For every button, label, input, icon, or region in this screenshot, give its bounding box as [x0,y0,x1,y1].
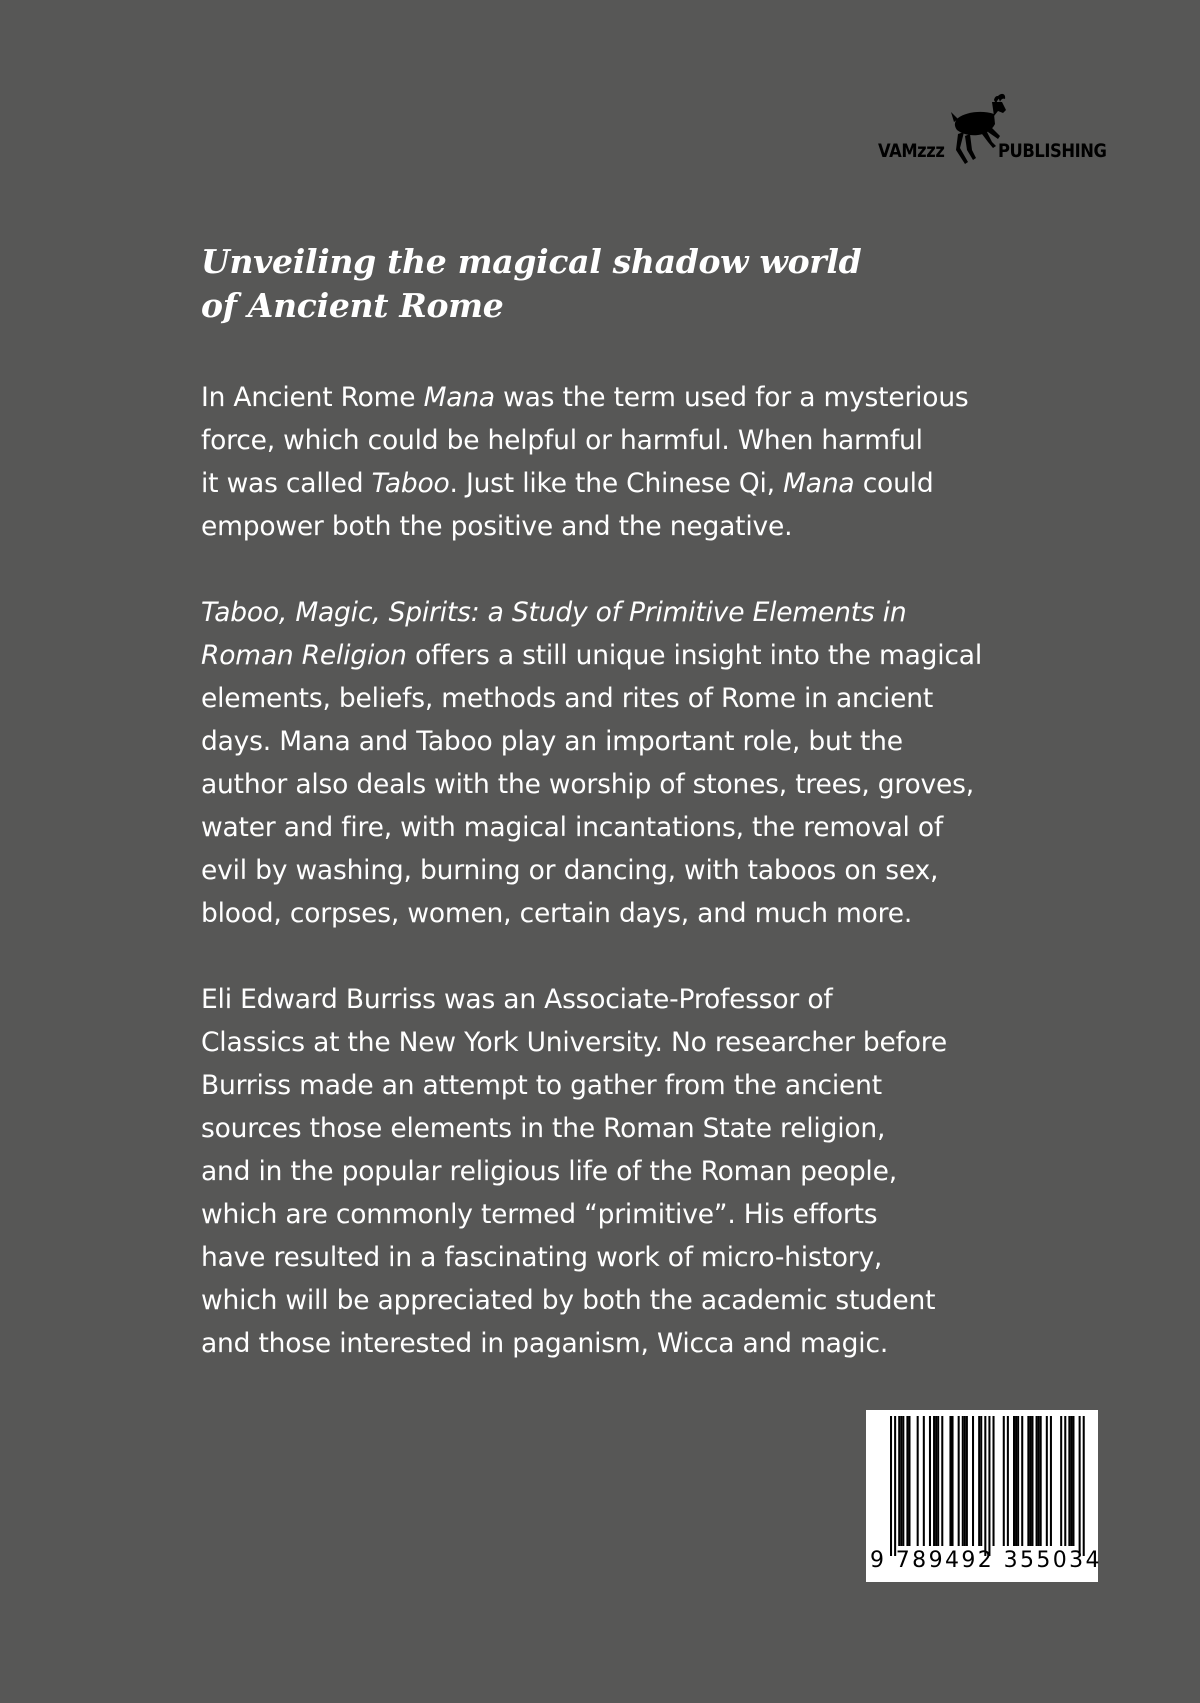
barcode-guard-bar [988,1416,990,1556]
headline [201,240,1021,328]
barcode-guard-bar [984,1416,986,1556]
barcode-bar [1070,1416,1072,1546]
text-line: days. Mana and Taboo play an important role, but the [201,726,903,757]
text-line: which are commonly termed “primitive”. His efforts [201,1199,878,1230]
barcode-bar [898,1416,900,1546]
text-line: force, which could be helpful or harmful. When harmful [201,425,923,456]
barcode-bar [1021,1416,1023,1546]
barcode-bar [1013,1416,1015,1546]
text-line: blood, corpses, women, certain days, and much more. [201,898,913,929]
barcode-bar [923,1416,925,1546]
text-line: elements, beliefs, methods and rites of Rome in ancient [201,683,934,714]
text-line: author also deals with the worship of stones, trees, groves, [201,769,974,800]
paragraph-author-bio [201,978,1021,1365]
text-line: which will be appreciated by both the academic student [201,1285,936,1316]
text-line: evil by washing, burning or dancing, with taboos on sex, [201,855,939,886]
text-line: Roman Religion offers a still unique insight into the magical [201,640,982,671]
barcode-bar [908,1416,910,1546]
barcode-guard-bar [890,1416,892,1556]
barcode-bar [972,1416,974,1546]
barcode-bar [906,1416,908,1546]
barcode-guard-bar [1079,1416,1081,1556]
barcode-bar [900,1416,902,1546]
barcode-bar [1050,1416,1052,1546]
barcode-bar [1068,1416,1070,1546]
text-line: sources those elements in the Roman State religion, [201,1113,886,1144]
barcode-bar [935,1416,937,1546]
barcode-bar [1015,1416,1017,1546]
barcode-bar [1072,1416,1074,1546]
isbn-barcode [866,1410,1102,1582]
barcode-bar [949,1416,951,1546]
barcode-bar [1003,1416,1005,1546]
headline-line: of Ancient Rome [201,286,504,325]
barcode-bar [1064,1416,1066,1546]
barcode-bar [1031,1416,1033,1546]
barcode-bar [1038,1416,1040,1546]
text-line: In Ancient Rome Mana was the term used for a mysterious [201,382,969,413]
barcode-bar [1060,1416,1062,1546]
barcode-bar [1040,1416,1042,1546]
barcode-bar [962,1416,964,1546]
barcode-bar [902,1416,904,1546]
barcode-bar [980,1416,982,1546]
barcode-bar [958,1416,960,1546]
publisher-name-right: PUBLISHING [998,140,1107,162]
paragraph-mana [201,376,1021,548]
text-line: Taboo, Magic, Spirits: a Study of Primitive Elements in [201,597,907,628]
barcode-bar [933,1416,935,1546]
barcode-bar [941,1416,943,1546]
text-line: Eli Edward Burriss was an Associate-Professor of [201,984,833,1015]
barcode-bar [952,1416,954,1546]
barcode-bar [1027,1416,1029,1546]
text-line: water and fire, with magical incantations, the removal of [201,812,944,843]
text-line: have resulted in a fascinating work of micro-history, [201,1242,883,1273]
barcode-bar [1046,1416,1048,1546]
barcode-guard-bar [1083,1416,1085,1556]
text-line: and in the popular religious life of the Roman people, [201,1156,897,1187]
publisher-logo [878,92,1107,172]
paragraph-book-summary [201,591,1021,935]
barcode-bar [1029,1416,1031,1546]
text-line: Classics at the New York University. No researcher before [201,1027,947,1058]
isbn-number: 9 789492 355034 [870,1548,1102,1573]
barcode-bar [978,1416,980,1546]
text-line: Burriss made an attempt to gather from the ancient [201,1070,882,1101]
barcode-bar [964,1416,966,1546]
text-line: empower both the positive and the negative. [201,511,793,542]
headline-line: Unveiling the magical shadow world [201,242,862,281]
barcode-bar [1036,1416,1038,1546]
barcode-bar [937,1416,939,1546]
barcode-guard-bar [894,1416,896,1556]
text-line: it was called Taboo. Just like the Chinese Qi, Mana could [201,468,934,499]
back-cover-text [201,240,1021,1408]
text-line: and those interested in paganism, Wicca and magic. [201,1328,889,1359]
barcode-bar [993,1416,995,1546]
barcode-bar [1017,1416,1019,1546]
barcode-bar [966,1416,968,1546]
barcode-bar [929,1416,931,1546]
publisher-name-left: VAMzzz [878,140,945,162]
barcode-bar [917,1416,919,1546]
barcode-bar [1007,1416,1009,1546]
